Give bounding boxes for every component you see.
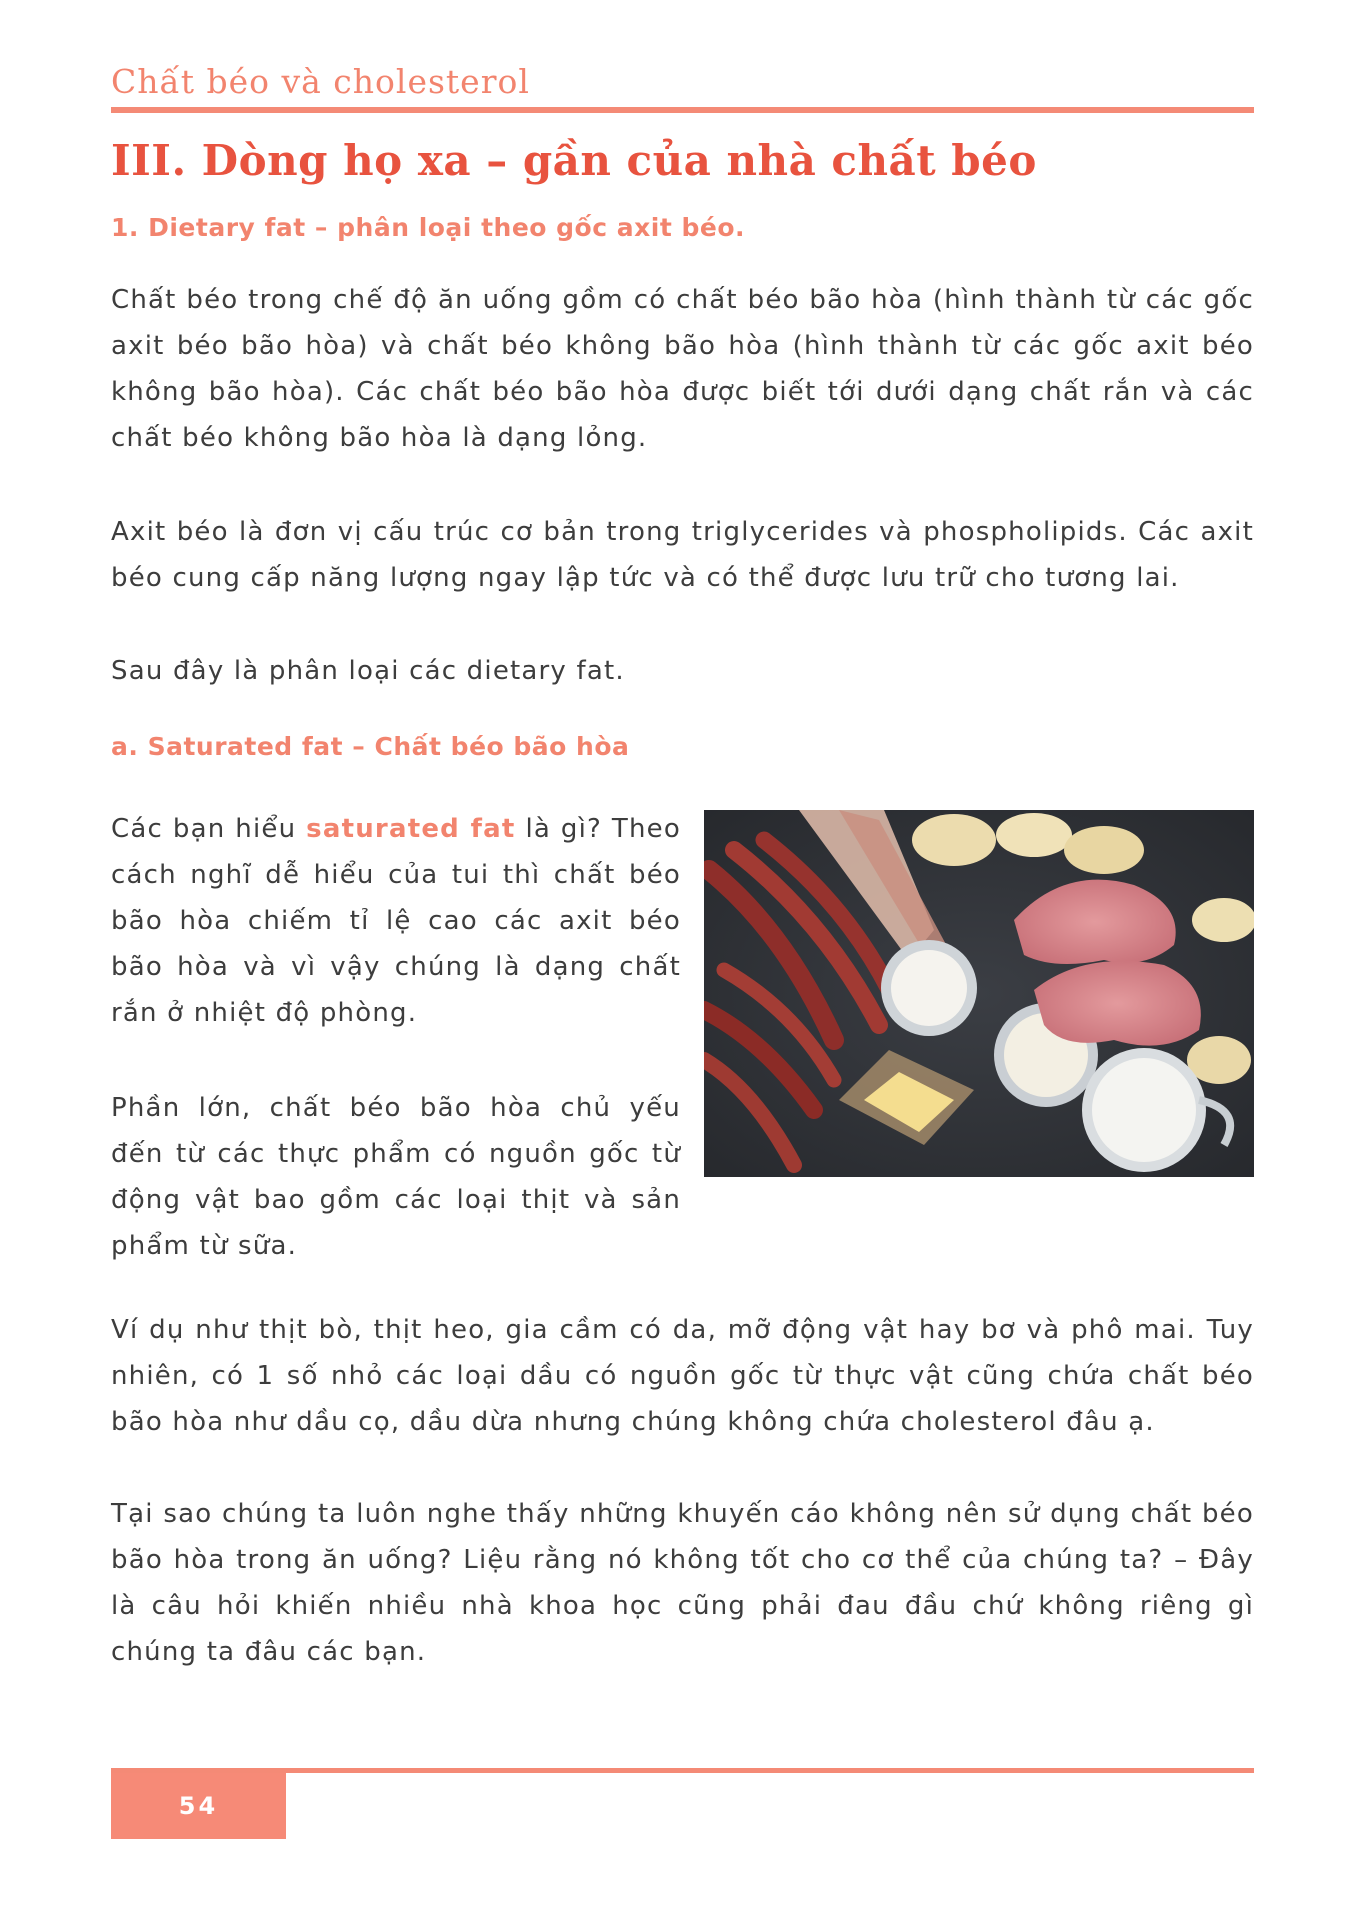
intro-text-before: Các bạn hiểu bbox=[111, 814, 307, 844]
subheading-dietary-fat: 1. Dietary fat – phân loại theo gốc axit béo. bbox=[111, 213, 745, 242]
running-header: Chất béo và cholesterol bbox=[111, 62, 530, 101]
saturated-fat-food-photo bbox=[704, 810, 1254, 1177]
header-rule bbox=[111, 107, 1254, 113]
paragraph-2: Axit béo là đơn vị cấu trúc cơ bản trong triglycerides và phospholipids. Các axit béo cung cấp năng lượng ngay lập tức và có thể được lưu trữ cho tương lai. bbox=[111, 517, 1254, 593]
page-number: 54 bbox=[111, 1773, 286, 1839]
highlight-saturated-fat: saturated fat bbox=[306, 814, 516, 844]
subheading-saturated-fat: a. Saturated fat – Chất béo bão hòa bbox=[111, 732, 630, 761]
intro-paragraph bbox=[111, 806, 681, 1036]
section-title: III. Dòng họ xa – gần của nhà chất béo bbox=[111, 136, 1037, 185]
closing-paragraph-1: Ví dụ như thịt bò, thịt heo, gia cầm có da, mỡ động vật hay bơ và phô mai. Tuy nhiên, có 1 số nhỏ các loại dầu có nguồn gốc từ thực vật cũng chứa chất béo bão hòa như dầu cọ, dầu dừa nhưng chúng không chứa cholesterol đâu ạ. bbox=[111, 1315, 1254, 1437]
paragraph-1: Chất béo trong chế độ ăn uống gồm có chất béo bão hòa (hình thành từ các gốc axit béo bão hòa) và chất béo không bão hòa (hình thành từ các gốc axit béo không bão hòa). Các chất béo bão hòa được biết tới dưới dạng chất rắn và các chất béo không bão hòa là dạng lỏng. bbox=[111, 285, 1254, 453]
side-paragraph: Phần lớn, chất béo bão hòa chủ yếu đến từ các thực phẩm có nguồn gốc từ động vật bao gồm các loại thịt và sản phẩm từ sữa. bbox=[111, 1093, 681, 1261]
closing-paragraph-2: Tại sao chúng ta luôn nghe thấy những khuyến cáo không nên sử dụng chất béo bão hòa trong ăn uống? Liệu rằng nó không tốt cho cơ thể của chúng ta? – Đây là câu hỏi khiến nhiều nhà khoa học cũng phải đau đầu chứ không riêng gì chúng ta đâu các bạn. bbox=[111, 1499, 1254, 1667]
paragraph-3: Sau đây là phân loại các dietary fat. bbox=[111, 656, 625, 686]
intro-text-after: là gì? Theo cách nghĩ dễ hiểu của tui thì chất béo bão hòa chiếm tỉ lệ cao các axit béo bão hòa và vì vậy chúng là dạng chất rắn ở nhiệt độ phòng. bbox=[111, 814, 681, 1028]
